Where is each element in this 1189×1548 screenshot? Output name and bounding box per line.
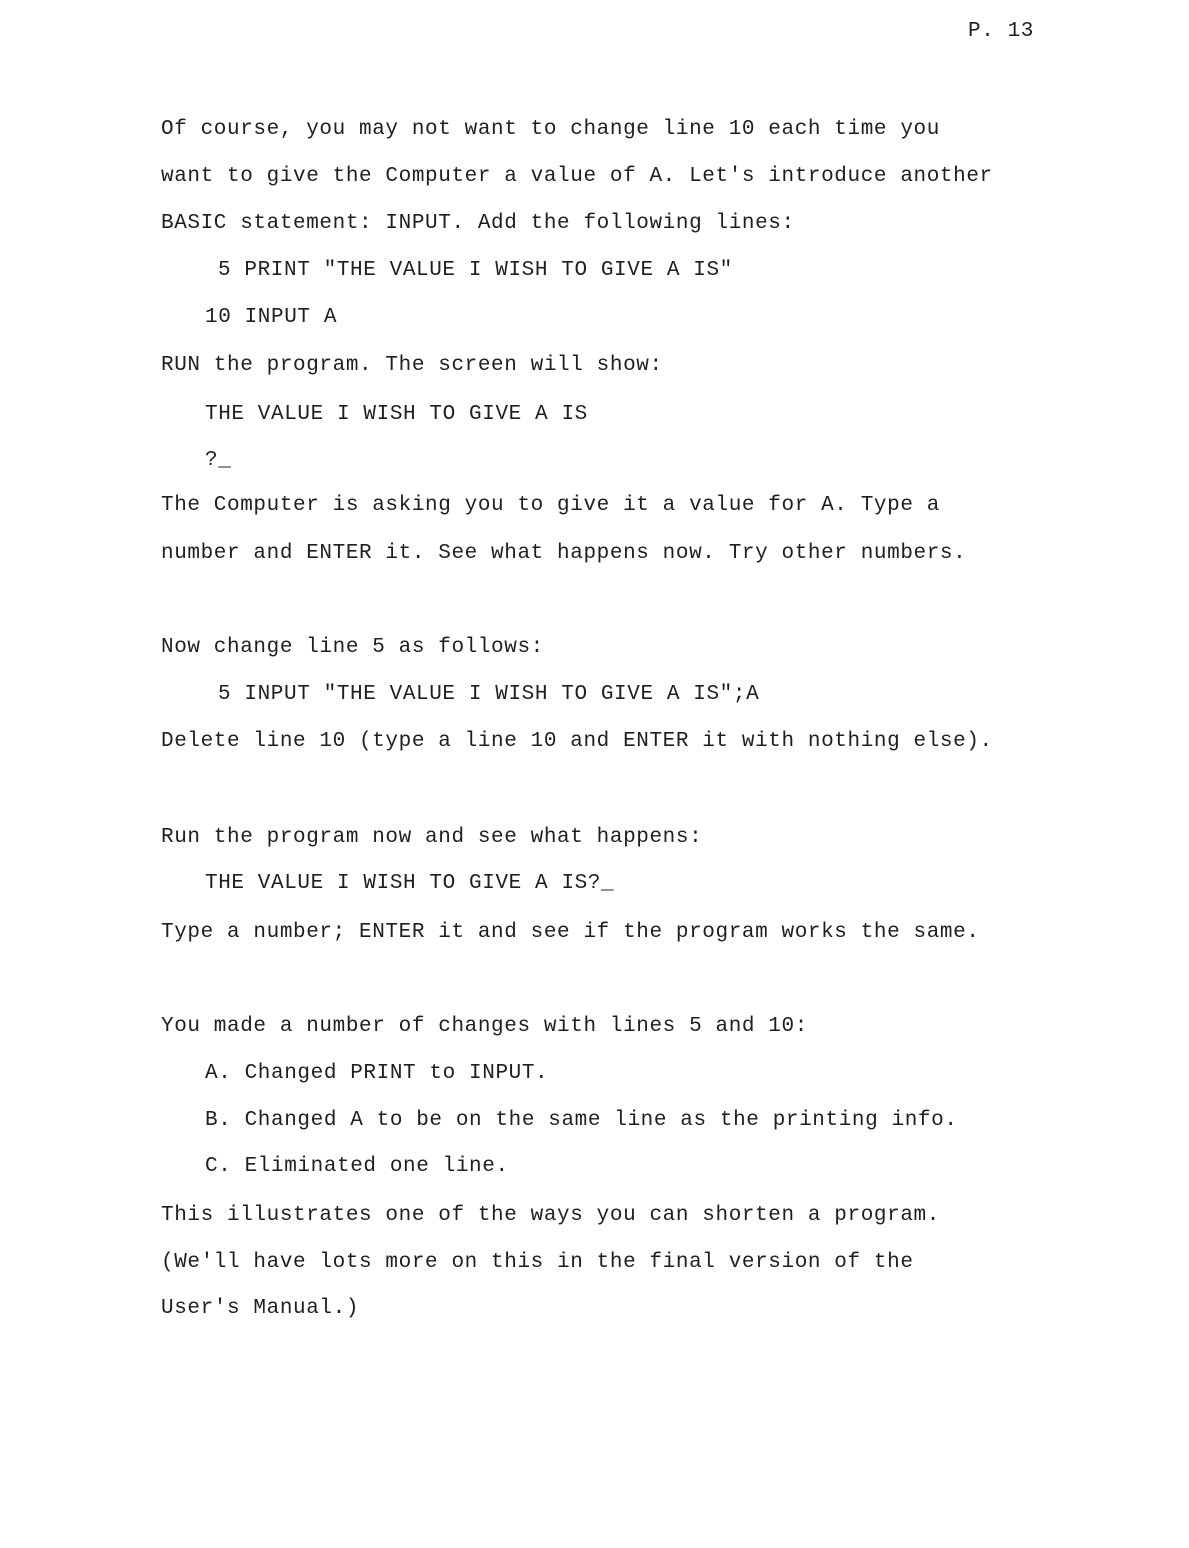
change-list-item: A. Changed PRINT to INPUT. bbox=[205, 1062, 549, 1085]
paragraph-line: want to give the Computer a value of A. Let's introduce another bbox=[161, 165, 993, 188]
paragraph-line: number and ENTER it. See what happens now. Try other numbers. bbox=[161, 542, 967, 565]
paragraph-line: BASIC statement: INPUT. Add the following lines: bbox=[161, 212, 795, 235]
instruction-line: Type a number; ENTER it and see if the program works the same. bbox=[161, 921, 980, 944]
closing-line: This illustrates one of the ways you can shorten a program. bbox=[161, 1204, 940, 1227]
instruction-line: RUN the program. The screen will show: bbox=[161, 354, 663, 377]
instruction-line: Delete line 10 (type a line 10 and ENTER it with nothing else). bbox=[161, 730, 993, 753]
screen-output-line: THE VALUE I WISH TO GIVE A IS?_ bbox=[205, 872, 615, 895]
change-list-item: C. Eliminated one line. bbox=[205, 1155, 509, 1178]
closing-line: (We'll have lots more on this in the final version of the bbox=[161, 1251, 914, 1274]
instruction-line: Run the program now and see what happens: bbox=[161, 826, 703, 849]
screen-output-line: THE VALUE I WISH TO GIVE A IS bbox=[205, 403, 588, 426]
closing-line: User's Manual.) bbox=[161, 1297, 360, 1320]
screen-output-line: ?_ bbox=[205, 449, 232, 472]
code-line: 5 PRINT "THE VALUE I WISH TO GIVE A IS" bbox=[218, 259, 733, 282]
change-list-item: B. Changed A to be on the same line as the printing info. bbox=[205, 1109, 958, 1132]
page-number: P. 13 bbox=[968, 20, 1035, 43]
code-line: 5 INPUT "THE VALUE I WISH TO GIVE A IS";A bbox=[218, 683, 760, 706]
code-line: 10 INPUT A bbox=[205, 306, 338, 329]
paragraph-line: The Computer is asking you to give it a value for A. Type a bbox=[161, 494, 940, 517]
instruction-line: You made a number of changes with lines 5 and 10: bbox=[161, 1015, 808, 1038]
paragraph-line: Of course, you may not want to change line 10 each time you bbox=[161, 118, 940, 141]
instruction-line: Now change line 5 as follows: bbox=[161, 636, 544, 659]
